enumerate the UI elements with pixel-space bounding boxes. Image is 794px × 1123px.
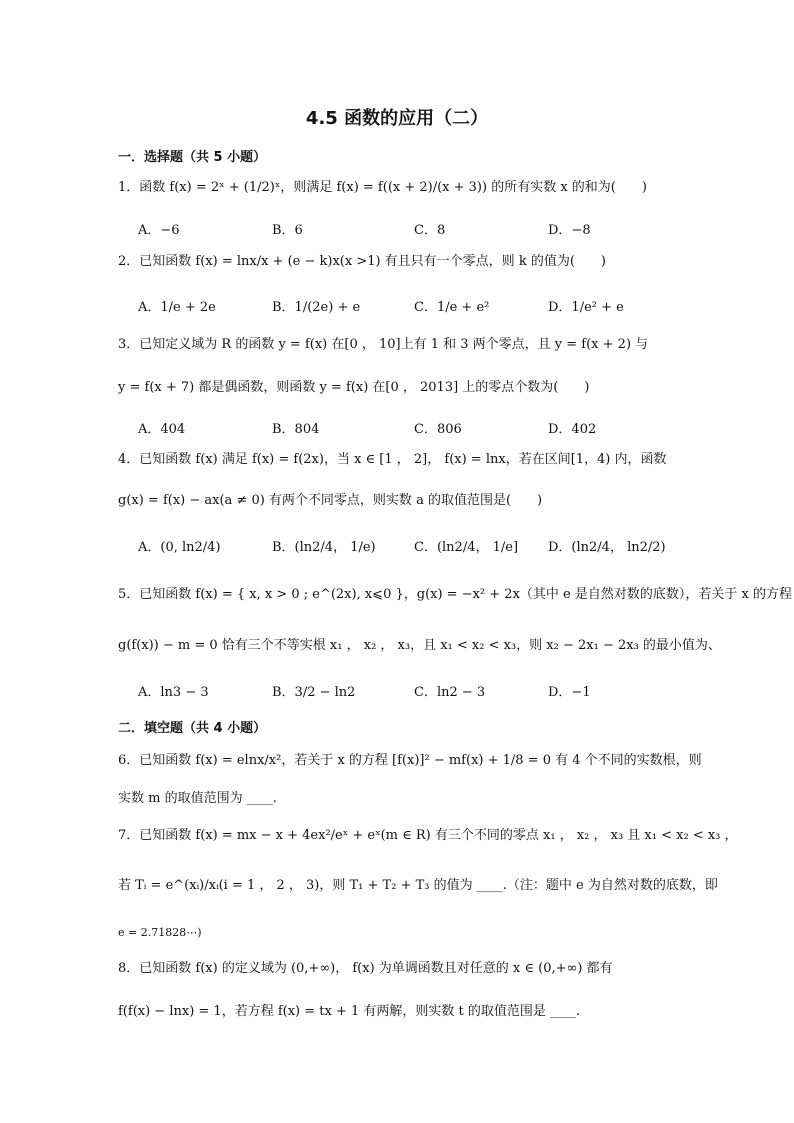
option-b: B．3/2 − ln2 — [272, 685, 356, 700]
section-heading-fill: 二．填空题（共 4 小题） — [118, 721, 267, 736]
question-8-line-2: f(f(x) − lnx) = 1，若方程 f(x) = tx + 1 有两解，则实数 t 的取值范围是 ____. — [118, 1004, 581, 1019]
option-a: A．(0, ln2/4) — [138, 540, 221, 555]
question-7-line-1: 7．已知函数 f(x) = mx − x + 4ex²/eˣ + eˣ(m ∈ R) 有三个不同的零点 x₁ ， x₂ ， x₃ 且 x₁ < x₂ < x₃ ， — [118, 828, 738, 843]
option-c: C．8 — [414, 223, 446, 238]
question-4-line-2: g(x) = f(x) − ax(a ≠ 0) 有两个不同零点，则实数 a 的取值范围是( ) — [118, 493, 543, 508]
page-title: 4.5 函数的应用（二） — [305, 108, 489, 129]
question-5-line-1: 5．已知函数 f(x) = { x, x > 0 ; e^(2x), x⩽0 }，g(x) = −x² + 2x（其中 e 是自然对数的底数），若关于 x 的方程 — [118, 587, 792, 602]
option-b: B．804 — [272, 422, 320, 437]
question-7-line-3: e = 2.71828⋯) — [118, 926, 202, 939]
question-7-line-2: 若 Tᵢ = e^(xᵢ)/xᵢ(i = 1 ， 2 ， 3)，则 T₁ + T₂ + T₃ 的值为 ____.（注：题中 e 为自然对数的底数，即 — [118, 878, 718, 893]
option-a: A．1/e + 2e — [138, 300, 216, 315]
option-c: C．1/e + e² — [414, 300, 490, 315]
option-a: A．404 — [138, 422, 186, 437]
option-b: B．(ln2/4， 1/e) — [272, 540, 376, 555]
question-3-line-2: y = f(x + 7) 都是偶函数，则函数 y = f(x) 在[0 ， 2013] 上的零点个数为( ) — [118, 380, 590, 395]
question-6-line-1: 6．已知函数 f(x) = elnx/x²，若关于 x 的方程 [f(x)]² − mf(x) + 1/8 = 0 有 4 个不同的实数根，则 — [118, 753, 702, 768]
option-a: A．ln3 − 3 — [138, 685, 209, 700]
question-1: 1．函数 f(x) = 2ˣ + (1/2)ˣ，则满足 f(x) = f((x + 2)/(x + 3)) 的所有实数 x 的和为( ) — [118, 180, 647, 195]
option-d: D．1/e² + e — [548, 300, 624, 315]
question-3-line-1: 3．已知定义域为 R 的函数 y = f(x) 在[0 ， 10]上有 1 和 3 两个零点，且 y = f(x + 2) 与 — [118, 337, 649, 352]
option-c: C．806 — [414, 422, 462, 437]
option-b: B．6 — [272, 223, 303, 238]
option-c: C．ln2 − 3 — [414, 685, 486, 700]
section-heading-choice: 一．选择题（共 5 小题） — [118, 150, 267, 165]
question-6-line-2: 实数 m 的取值范围为 ____. — [118, 791, 277, 806]
question-8-line-1: 8．已知函数 f(x) 的定义域为 (0,+∞)， f(x) 为单调函数且对任意的 x ∈ (0,+∞) 都有 — [118, 961, 613, 976]
option-d: D．402 — [548, 422, 597, 437]
option-c: C．(ln2/4， 1/e] — [414, 540, 519, 555]
option-d: D．(ln2/4， ln2/2) — [548, 540, 666, 555]
question-2: 2．已知函数 f(x) = lnx/x + (e − k)x(x >1) 有且只有一个零点，则 k 的值为( ) — [118, 254, 606, 269]
option-d: D．−1 — [548, 685, 591, 700]
option-a: A．−6 — [138, 223, 180, 238]
question-4-line-1: 4．已知函数 f(x) 满足 f(x) = f(2x)，当 x ∈ [1 ， 2]， f(x) = lnx，若在区间[1，4) 内，函数 — [118, 452, 667, 467]
question-5-line-2: g(f(x)) − m = 0 恰有三个不等实根 x₁ ， x₂ ， x₃，且 x₁ < x₂ < x₃，则 x₂ − 2x₁ − 2x₃ 的最小值为、 — [118, 638, 721, 653]
option-d: D．−8 — [548, 223, 591, 238]
option-b: B．1/(2e) + e — [272, 300, 361, 315]
